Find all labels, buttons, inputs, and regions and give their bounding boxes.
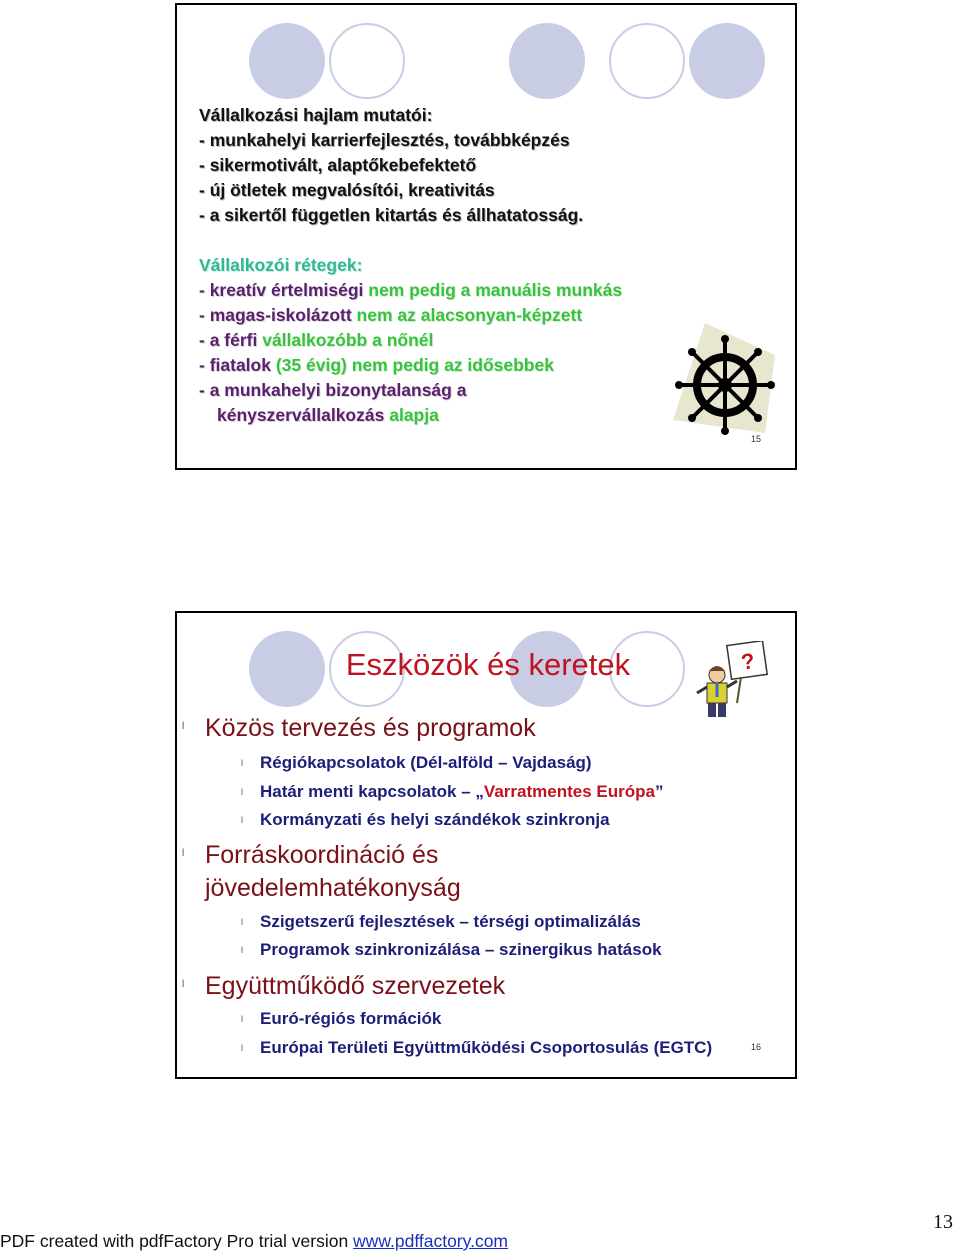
layer-subject: - magas-iskolázott <box>199 305 352 325</box>
section-title-cont: jövedelemhatékonyság <box>205 874 461 902</box>
slide-page-number: 15 <box>751 434 762 444</box>
indicators-heading: Vállalkozási hajlam mutatói: <box>199 105 433 125</box>
item-highlight: Varratmentes Európa <box>483 782 655 801</box>
section-item: Szigetszerű fejlesztések – térségi optimalizálás <box>260 912 641 931</box>
layer-contrast: vállalkozóbb a nőnél <box>257 330 434 350</box>
layer-subject: kényszervállalkozás <box>217 405 385 425</box>
layer-subject: - a férfi <box>199 330 258 350</box>
layer-item <box>217 405 439 425</box>
section-item: Európai Területi Együttműködési Csoportosulás (EGTC) <box>260 1038 713 1057</box>
section-title: Forráskoordináció és <box>205 841 439 869</box>
section-title: Együttműködő szervezetek <box>205 972 506 1000</box>
slide-title: Eszközök és keretek <box>345 647 631 682</box>
item-tail: ” <box>654 782 664 801</box>
indicator-item: - új ötletek megvalósítói, kreativitás <box>199 180 495 200</box>
item-bullet: l <box>241 917 243 927</box>
section-bullet: l <box>182 848 185 859</box>
layer-contrast: nem az alacsonyan-képzett <box>351 305 583 325</box>
svg-text:?: ? <box>739 648 757 675</box>
decor-circle <box>689 23 765 99</box>
section-bullet: l <box>182 721 185 732</box>
footer-link[interactable]: www.pdffactory.com <box>353 1231 509 1251</box>
layer-item <box>199 280 622 300</box>
section-item: Euró-régiós formációk <box>260 1009 442 1028</box>
section-item: Programok szinkronizálása – szinergikus hatások <box>260 940 662 959</box>
item-bullet: l <box>241 815 243 825</box>
item-bullet: l <box>241 1014 243 1024</box>
item-bullet: l <box>241 1043 243 1053</box>
footer-text: PDF created with pdfFactory Pro trial version <box>0 1231 354 1251</box>
person-with-sign-icon <box>689 641 771 721</box>
section-title: Közös tervezés és programok <box>205 714 536 742</box>
layer-subject: - a munkahelyi bizonytalanság a <box>199 380 467 400</box>
section-bullet: l <box>182 979 185 990</box>
layer-subject: - fiatalok <box>199 355 271 375</box>
decor-circle <box>509 23 585 99</box>
layer-contrast: (35 évig) nem pedig az idősebbek <box>270 355 554 375</box>
item-bullet: l <box>241 758 243 768</box>
layer-item <box>199 380 466 400</box>
layer-contrast: nem pedig a manuális munkás <box>363 280 623 300</box>
item-text: Határ menti kapcsolatok – „ <box>260 782 484 801</box>
item-bullet: l <box>241 945 243 955</box>
decor-ring <box>329 23 405 99</box>
decor-ring <box>609 23 685 99</box>
layers-heading: Vállalkozói rétegek: <box>199 255 363 275</box>
section-item <box>260 782 663 802</box>
page-number: 13 <box>933 1211 953 1233</box>
item-bullet: l <box>241 787 243 797</box>
indicator-item: - munkahelyi karrierfejlesztés, továbbképzés <box>199 130 570 150</box>
slide-page-number: 16 <box>751 1042 762 1052</box>
layer-subject: - kreatív értelmiségi <box>199 280 364 300</box>
indicator-item: - sikermotivált, alaptőkebefektető <box>199 155 477 175</box>
layer-item <box>199 305 582 325</box>
slide-16 <box>175 611 797 1079</box>
layer-item <box>199 330 433 350</box>
section-item: Kormányzati és helyi szándékok szinkronja <box>260 810 610 829</box>
ship-wheel-icon <box>655 315 797 445</box>
decor-circle <box>249 23 325 99</box>
slide-15 <box>175 3 797 470</box>
layer-contrast: alapja <box>384 405 439 425</box>
indicator-item: - a sikertől független kitartás és állhatatosság. <box>199 205 584 225</box>
section-item: Régiókapcsolatok (Dél-alföld – Vajdaság) <box>260 753 592 772</box>
pdf-footer <box>0 1231 508 1252</box>
layer-item <box>199 355 554 375</box>
